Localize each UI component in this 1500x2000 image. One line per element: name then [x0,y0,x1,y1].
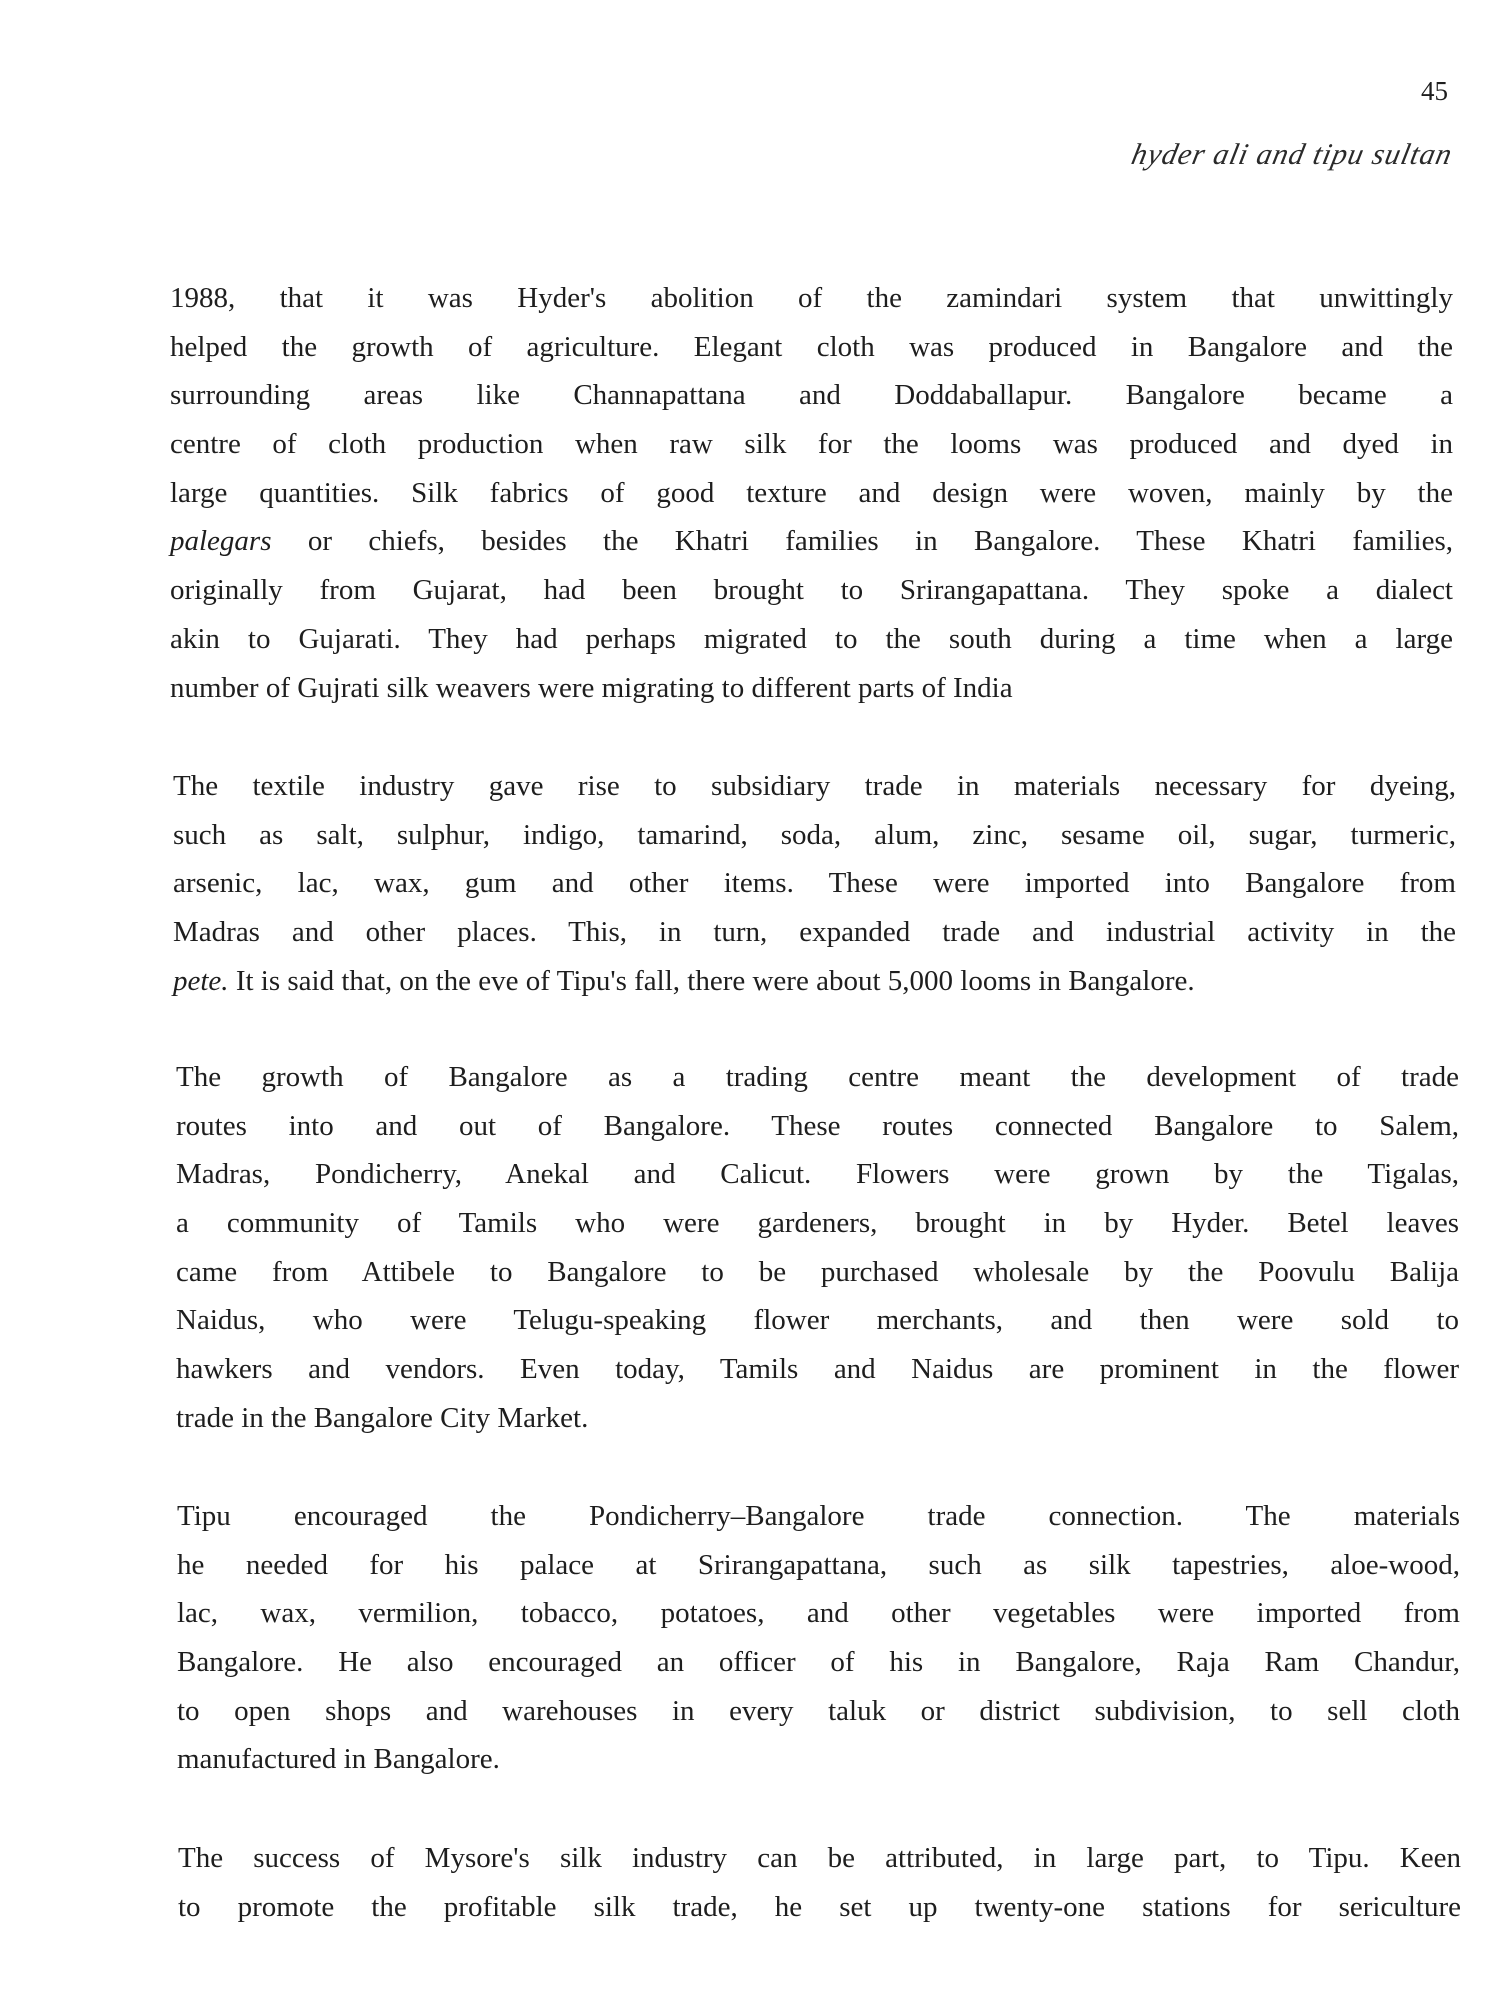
text-line: pete. It is said that, on the eve of Tipu's fall, there were about 5,000 looms in Bangalore. [173,964,1195,997]
text-line: 1988, that it was Hyder's abolition of the zamindari system that unwittingly [170,282,1453,314]
text-line: originally from Gujarat, had been brought to Srirangapattana. They spoke a dialect [170,574,1453,607]
paragraph [176,1053,1459,1443]
text-line: centre of cloth production when raw silk for the looms was produced and dyed in [170,428,1453,461]
text-line: he needed for his palace at Srirangapattana, such as silk tapestries, aloe-wood, [177,1548,1460,1581]
text-line: trade in the Bangalore City Market. [176,1401,589,1434]
text-line: Madras and other places. This, in turn, expanded trade and industrial activity in the [173,916,1456,949]
text-line: The growth of Bangalore as a trading centre meant the development of trade [176,1061,1459,1093]
text-line: akin to Gujarati. They had perhaps migrated to the south during a time when a large [170,622,1453,655]
text-line: palegars or chiefs, besides the Khatri families in Bangalore. These Khatri families, [170,525,1453,558]
text-line: Tipu encouraged the Pondicherry–Bangalore trade connection. The materials [177,1500,1460,1532]
text-line: lac, wax, vermilion, tobacco, potatoes, and other vegetables were imported from [177,1597,1460,1630]
text-line: Bangalore. He also encouraged an officer of his in Bangalore, Raja Ram Chandur, [177,1646,1460,1679]
text-line: to promote the profitable silk trade, he set up twenty-one stations for sericulture [178,1890,1461,1923]
text-line: such as salt, sulphur, indigo, tamarind, soda, alum, zinc, sesame oil, sugar, turmeric, [173,818,1456,851]
text-line: manufactured in Bangalore. [177,1743,500,1776]
text-line: a community of Tamils who were gardeners, brought in by Hyder. Betel leaves [176,1207,1459,1240]
text-line: The success of Mysore's silk industry can be attributed, in large part, to Tipu. Keen [178,1842,1461,1874]
paragraph [173,762,1456,1005]
text-line: hawkers and vendors. Even today, Tamils and Naidus are prominent in the flower [176,1353,1459,1386]
italic-term: pete. [173,964,229,997]
text-line: arsenic, lac, wax, gum and other items. These were imported into Bangalore from [173,867,1456,900]
text-line: The textile industry gave rise to subsidiary trade in materials necessary for dyeing, [173,770,1456,802]
paragraph [178,1834,1461,1931]
text-line: number of Gujrati silk weavers were migrating to different parts of India [170,671,1013,704]
text-line: routes into and out of Bangalore. These routes connected Bangalore to Salem, [176,1109,1459,1142]
page-number: 45 [1421,76,1448,106]
text-line: surrounding areas like Channapattana and Doddaballapur. Bangalore became a [170,379,1453,412]
text-line: came from Attibele to Bangalore to be purchased wholesale by the Poovulu Balija [176,1255,1459,1288]
text-line: Naidus, who were Telugu-speaking flower merchants, and then were sold to [176,1304,1459,1337]
text-line: large quantities. Silk fabrics of good texture and design were woven, mainly by the [170,476,1453,509]
running-title: hyder ali and tipu sultan [1128,138,1456,171]
paragraph [177,1492,1460,1784]
text-line: helped the growth of agriculture. Elegant cloth was produced in Bangalore and the [170,330,1453,363]
text-line: to open shops and warehouses in every taluk or district subdivision, to sell cloth [177,1694,1460,1727]
paragraph [170,274,1453,712]
italic-term: palegars [170,525,272,558]
text-line: Madras, Pondicherry, Anekal and Calicut. Flowers were grown by the Tigalas, [176,1158,1459,1191]
